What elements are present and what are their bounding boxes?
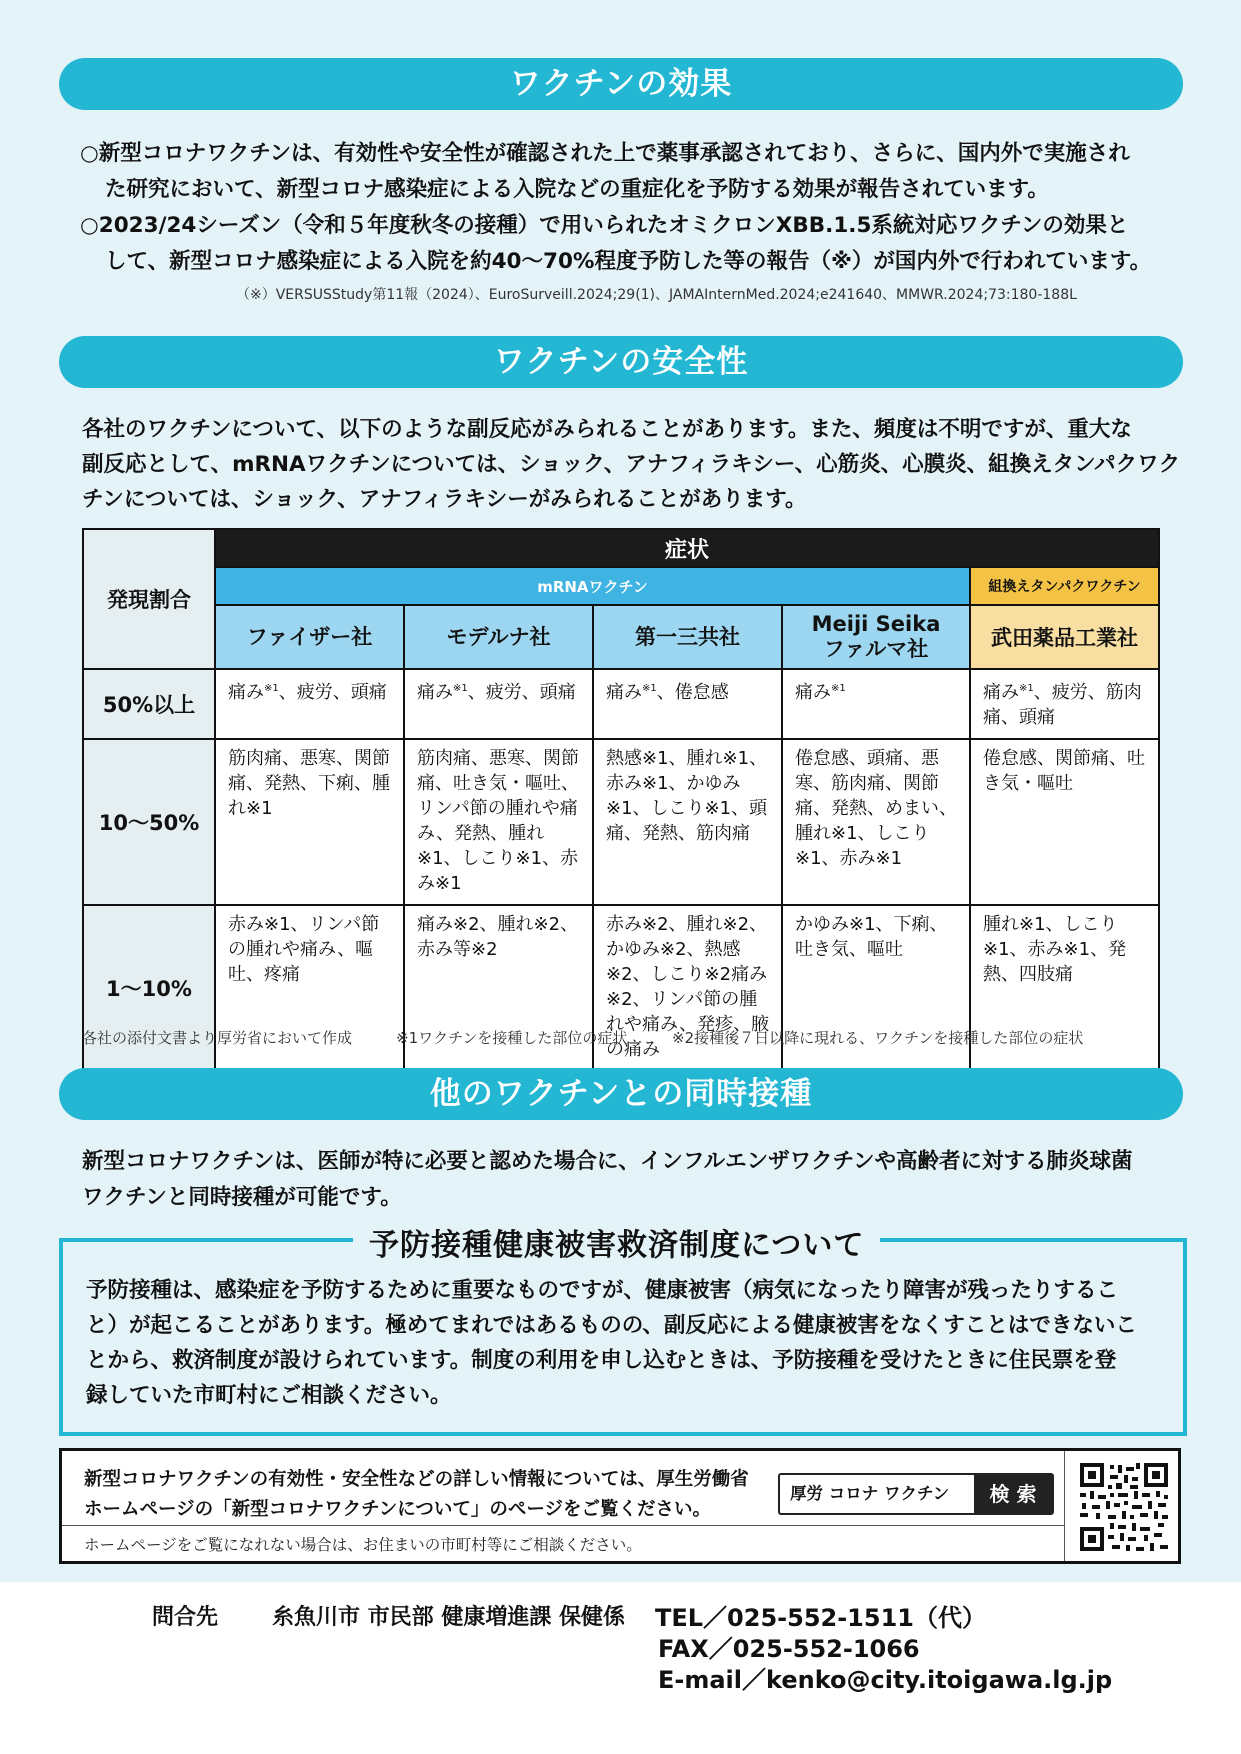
cell-1-10-daiichi: 赤み※2、腫れ※2、かゆみ※2、熱感※2、しこり※2痛み※2、リンパ節の腫れや痛み、発疹、腋の痛み <box>593 905 782 1071</box>
qr-code-icon[interactable] <box>1078 1461 1170 1553</box>
info-text-line-1: 新型コロナワクチンの有効性・安全性などの詳しい情報については、厚生労働省 <box>84 1469 749 1490</box>
cell-50-pfizer: 痛み$^{※1}$、疲労、頭痛 <box>215 669 404 739</box>
safety-text-line-2: 副反応として、mRNAワクチンについては、ショック、アナフィラキシー、心筋炎、心膜炎、組換えタンパクワク <box>82 452 1181 477</box>
search-widget[interactable] <box>778 1473 1054 1515</box>
company-moderna: モデルナ社 <box>404 605 593 669</box>
relief-text-line-2: と）が起こることがあります。極めてまれではあるものの、副反応による健康被害をなくすことはできないこ <box>86 1313 1137 1338</box>
search-input[interactable]: 厚労 コロナ ワクチン <box>790 1484 950 1503</box>
cell-50-daiichi: 痛み$^{※1}$、倦怠感 <box>593 669 782 739</box>
search-button[interactable]: 検 索 <box>974 1475 1052 1513</box>
company-meiji-seika <box>782 605 970 669</box>
cell-10-50-daiichi: 熱感※1、腫れ※1、赤み※1、かゆみ※1、しこり※1、頭痛、発熱、筋肉痛 <box>593 739 782 905</box>
cell-10-50-takeda: 倦怠感、関節痛、吐き気・嘔吐 <box>970 739 1159 905</box>
cell-1-10-pfizer: 赤み※1、リンパ節の腫れや痛み、嘔吐、疼痛 <box>215 905 404 1071</box>
safety-text-line-1: 各社のワクチンについて、以下のような副反応がみられることがあります。また、頻度は不明ですが、重大な <box>82 417 1132 442</box>
info-bottom-note: ホームページをご覧になれない場合は、お住まいの市町村等にご相談ください。 <box>84 1536 642 1554</box>
section-safety-title: ワクチンの安全性 <box>59 336 1183 388</box>
concurrent-text-line-1: 新型コロナワクチンは、医師が特に必要と認めた場合に、インフルエンザワクチンや高齢者に対する肺炎球菌 <box>82 1149 1133 1174</box>
table-protein-header: 組換えタンパクワクチン <box>970 567 1159 605</box>
efficacy-bullet-1-line-2: た研究において、新型コロナ感染症による入院などの重症化を予防する効果が報告されています。 <box>105 177 1049 202</box>
more-info-box <box>59 1448 1181 1564</box>
side-effects-table <box>82 528 1160 1072</box>
info-text-line-2: ホームページの「新型コロナワクチンについて」のページをご覧ください。 <box>84 1499 711 1520</box>
section-concurrent-title: 他のワクチンとの同時接種 <box>59 1068 1183 1120</box>
cell-10-50-moderna: 筋肉痛、悪寒、関節痛、吐き気・嘔吐、リンパ節の腫れや痛み、発熱、腫れ※1、しこり※1、赤み※1 <box>404 739 593 905</box>
row-label-50-plus: 50%以上 <box>83 669 215 739</box>
company-daiichi-sankyo: 第一三共社 <box>593 605 782 669</box>
contact-org: 糸魚川市 市民部 健康増進課 保健係 <box>272 1605 625 1630</box>
contact-fax: FAX／025-552-1066 <box>658 1635 920 1663</box>
efficacy-bullet-2-line-1: ○2023/24シーズン（令和５年度秋冬の接種）で用いられたオミクロンXBB.1.5系統対応ワクチンの効果と <box>80 213 1129 238</box>
company-pfizer: ファイザー社 <box>215 605 404 669</box>
table-mrna-header: mRNAワクチン <box>215 567 970 605</box>
table-footnote-1: ※1ワクチンを接種した部位の症状 <box>396 1029 628 1047</box>
cell-50-takeda: 痛み$^{※1}$、疲労、筋肉痛、頭痛 <box>970 669 1159 739</box>
relief-text-line-3: とから、救済制度が設けられています。制度の利用を申し込むときは、予防接種を受けたときに住民票を登 <box>86 1348 1117 1373</box>
concurrent-text-line-2: ワクチンと同時接種が可能です。 <box>82 1185 402 1210</box>
contact-label: 問合先 <box>152 1605 219 1630</box>
cell-10-50-pfizer: 筋肉痛、悪寒、関節痛、発熱、下痢、腫れ※1 <box>215 739 404 905</box>
efficacy-bullet-1-line-1: ○新型コロナワクチンは、有効性や安全性が確認された上で薬事承認されており、さらに、国内外で実施され <box>80 141 1130 166</box>
table-symptoms-header: 症状 <box>215 529 1159 567</box>
relief-text-line-4: 録していた市町村にご相談ください。 <box>86 1383 452 1408</box>
table-footnote-2: ※2接種後７日以降に現れる、ワクチンを接種した部位の症状 <box>672 1029 1084 1047</box>
table-corner-rate: 発現割合 <box>83 529 215 669</box>
safety-text-line-3: チンについては、ショック、アナフィラキシーがみられることがあります。 <box>82 487 807 512</box>
cell-10-50-meiji: 倦怠感、頭痛、悪寒、筋肉痛、関節痛、発熱、めまい、腫れ※1、しこり※1、赤み※1 <box>782 739 970 905</box>
cell-50-moderna: 痛み$^{※1}$、疲労、頭痛 <box>404 669 593 739</box>
cell-1-10-moderna: 痛み※2、腫れ※2、赤み等※2 <box>404 905 593 1071</box>
efficacy-bullet-2-line-2: して、新型コロナ感染症による入院を約40～70%程度予防した等の報告（※）が国内外で行われています。 <box>105 249 1152 274</box>
efficacy-reference-note: （※）VERSUSStudy第11報（2024）、EuroSurveill.2024;29(1)、JAMAInternMed.2024;e241640、MMWR.2024;73:180-188L <box>236 287 1077 303</box>
row-label-10-50: 10～50% <box>83 739 215 905</box>
section-efficacy-title: ワクチンの効果 <box>59 58 1183 110</box>
relief-title: 予防接種健康被害救済制度について <box>353 1220 880 1264</box>
company-meiji-line-2: ファルマ社 <box>823 637 929 661</box>
company-meiji-line-1: Meiji Seika <box>811 612 941 636</box>
cell-1-10-takeda: 腫れ※1、しこり※1、赤み※1、発熱、四肢痛 <box>970 905 1159 1071</box>
row-label-1-10: 1～10% <box>83 905 215 1071</box>
cell-1-10-meiji: かゆみ※1、下痢、吐き気、嘔吐 <box>782 905 970 1071</box>
company-takeda: 武田薬品工業社 <box>970 605 1159 669</box>
contact-email[interactable]: E-mail／kenko@city.itoigawa.lg.jp <box>658 1666 1113 1694</box>
cell-50-meiji: 痛み$^{※1}$ <box>782 669 970 739</box>
relief-text-line-1: 予防接種は、感染症を予防するために重要なものですが、健康被害（病気になったり障害が残ったりするこ <box>86 1278 1119 1303</box>
table-footnote-source: 各社の添付文書より厚労省において作成 <box>82 1029 353 1047</box>
contact-tel: TEL／025-552-1511（代） <box>655 1604 986 1632</box>
